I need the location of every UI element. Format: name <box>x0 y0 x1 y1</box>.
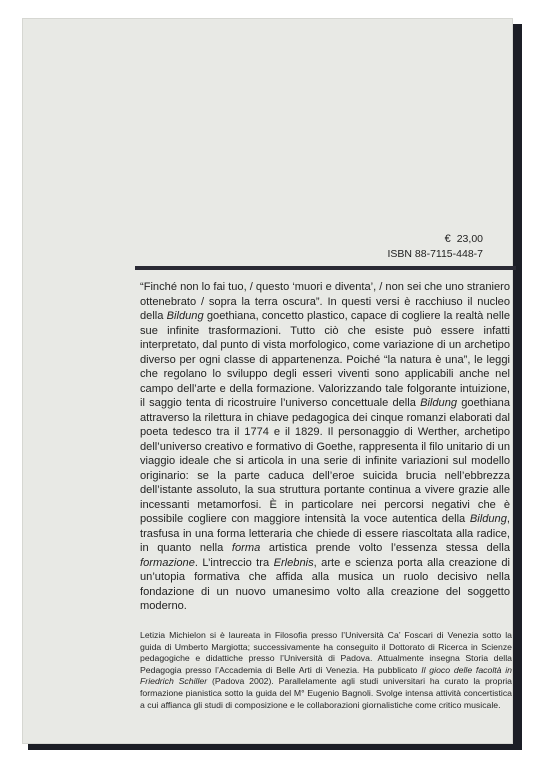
description-text: artistica prende volto l’essenza stessa della <box>260 542 510 554</box>
price-amount: 23,00 <box>456 233 483 245</box>
description-text: goethiana, concetto plastico, capace di cogliere la realtà nelle sue infinite trasformazioni. Tutto ciò che esiste può essere infatti interpretato, dal punto di vista morfologico, come variazione di un archetipo diverso per ogni classe di appartenenza. Poiché “la natura è una”, le leggi che regolano lo sviluppo degli esseri viventi sono applicabili anche nel campo dell’arte e della formazione. Valorizzando tale folgorante intuizione, il saggio tenta di ricostruire l’universo concettuale della <box>140 310 510 409</box>
bio-text: (Padova 2002). Parallelamente agli studi universitari ha curato la propria formazione pianistica sotto la guida del M° Eugenio Bagnoli. Svolge intensa attività concertistica a cui affianca gli studi di composizione e le collaborazioni giornalistiche come critico musicale. <box>140 676 512 710</box>
description-text: “Finché non lo fai tuo, / questo ‘muori e diventa’, / non sei che uno straniero ottenebrato / sopra la terra oscura”. In questi versi è racchiuso il nucleo della <box>140 281 511 322</box>
isbn: ISBN 88-7115-448-7 <box>387 248 483 260</box>
price-block <box>387 232 483 262</box>
description-italic: Erlebnis <box>273 556 314 569</box>
divider-bar <box>135 266 516 270</box>
bio-text: Letizia Michielon si è laureata in Filosofia presso l’Università Ca’ Foscari di Venezia sotto la guida di Umberto Margiotta; successivamente ha conseguito il Dottorato di Ricerca in Scienze pedagogiche e didattiche presso l’Università di Padova. Attualmente insegna Storia della Pedagogia presso l’Accademia di Belle Arti di Venezia. Ha pubblicato <box>140 630 512 675</box>
description-text: . L’intreccio tra <box>194 556 274 569</box>
bio-italic: Il gioco delle facoltà in Friedrich Schiller <box>140 664 512 687</box>
description-italic: Bildung <box>166 310 204 322</box>
description-italic: Bildung <box>469 513 507 525</box>
description-text: , trasfusa in una forma letteraria che chiede di essere riascoltata alla radice, in quanto nella <box>140 513 510 554</box>
description-italic: Bildung <box>420 397 458 409</box>
author-bio <box>140 630 512 711</box>
book-description <box>140 280 510 614</box>
back-cover <box>22 18 513 744</box>
description-italic: forma <box>231 542 261 554</box>
description-paragraph <box>140 280 510 614</box>
price-line <box>387 232 483 247</box>
description-text: , arte e scienza porta alla creazione di un’utopia formativa che affida alla musica un ruolo decisivo nella fondazione di un nuovo umanesimo volto alla creazione del soggetto moderno. <box>140 556 510 612</box>
description-text: goethiana attraverso la rilettura in chiave pedagogica dei cinque romanzi elaborati dal poeta tedesco tra il 1774 e il 1829. Il personaggio di Werther, archetipo dell’universo creativo e formativo di Goethe, rappresenta il filo unitario di un viaggio ideale che si articola in una serie di infinite variazioni sul modello originario: se la parte caduca dell’eroe suicida brucia nell’ebbrezza dell’istante assoluto, la sua struttura portante continua a vivere grazie alle incessanti metamorfosi. È in particolare nei percorsi negativi che è possibile cogliere con maggiore intensità la voce autentica della <box>140 397 510 525</box>
bio-paragraph <box>140 630 512 711</box>
euro-symbol: € <box>444 233 451 245</box>
description-italic: formazione <box>140 556 195 569</box>
